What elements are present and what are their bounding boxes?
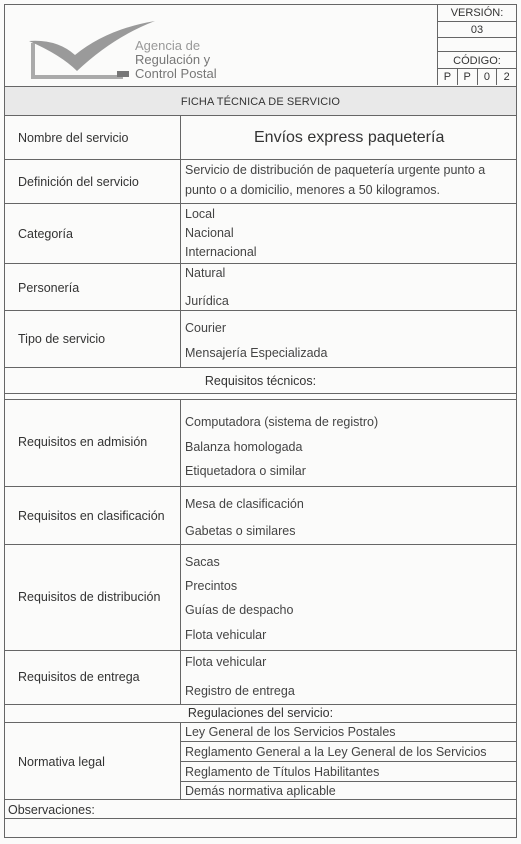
delivery-item: Registro de entrega [185,684,295,698]
code-char: P [458,69,478,85]
divider [5,818,516,819]
section-service-regulations: Regulaciones del servicio: [187,706,334,720]
org-name-line3: Control Postal [135,66,217,81]
divider [5,399,516,400]
distribution-item: Sacas [185,555,220,569]
divider [5,159,516,160]
legal-framework-label: Normativa legal [18,755,105,769]
divider [5,310,516,311]
org-name [135,39,217,81]
category-item: Nacional [185,226,234,240]
divider [5,203,516,204]
personeria-item: Natural [185,266,226,280]
observations-label: Observaciones: [8,803,95,817]
legal-item: Reglamento de Títulos Habilitantes [185,765,380,779]
section-technical-requirements: Requisitos técnicos: [204,374,317,388]
admission-item: Computadora (sistema de registro) [185,415,379,429]
divider [5,650,516,651]
delivery-requirements-label: Requisitos de entrega [18,670,140,684]
code-label: CÓDIGO: [438,51,516,69]
divider [5,722,516,723]
distribution-requirements-label: Requisitos de distribución [18,590,161,604]
code-char: 2 [503,71,510,83]
divider [180,761,516,762]
personeria-item: Jurídica [185,294,229,308]
org-name-line1: Agencia de [135,38,201,53]
admission-item: Etiquetadora o similar [185,464,306,478]
legal-item: Reglamento General a la Ley General de los Servicios [185,745,487,759]
document-meta [438,5,516,85]
legal-item: Ley General de los Servicios Postales [185,725,396,739]
category-label: Categoría [18,227,73,241]
divider [5,486,516,487]
definition-label: Definición del servicio [18,175,139,189]
distribution-item: Flota vehicular [185,628,267,642]
service-name-label: Nombre del servicio [18,131,129,145]
admission-item: Balanza homologada [185,440,303,454]
category-item: Internacional [185,245,257,259]
form-title: FICHA TÉCNICA DE SERVICIO [5,86,516,116]
distribution-item: Guías de despacho [185,603,294,617]
service-name-value: Envíos express paquetería [254,129,445,146]
definition-line: Servicio de distribución de paquetería urgente punto a [185,163,486,177]
admission-requirements-label: Requisitos en admisión [18,435,148,449]
delivery-item: Flota vehicular [185,655,267,669]
service-type-item: Courier [185,321,226,335]
divider [5,704,516,705]
version-label: VERSIÓN: [438,5,516,22]
classification-item: Gabetas o similares [185,524,296,538]
divider [5,799,516,800]
divider [5,544,516,545]
meta-spacer [438,38,516,52]
divider [5,263,516,264]
code-char: P [438,69,458,85]
classification-requirements-label: Requisitos en clasificación [18,509,165,523]
code-cells [438,69,516,85]
divider [180,741,516,742]
version-value: 03 [438,22,516,38]
personeria-label: Personería [18,281,80,295]
classification-item: Mesa de clasificación [185,497,304,511]
service-type-item: Mensajería Especializada [185,346,328,360]
header-logo-area [5,5,438,85]
code-char: 0 [478,69,498,85]
service-type-label: Tipo de servicio [18,332,106,346]
org-name-line2: Regulación y [135,52,211,67]
divider [5,367,516,368]
column-divider [180,399,181,704]
legal-item: Demás normativa aplicable [185,784,336,798]
distribution-item: Precintos [185,579,238,593]
definition-line: punto o a domicilio, menores a 50 kilogramos. [185,183,440,197]
column-divider [180,116,181,367]
divider [5,393,516,394]
category-item: Local [185,207,215,221]
divider [180,781,516,782]
